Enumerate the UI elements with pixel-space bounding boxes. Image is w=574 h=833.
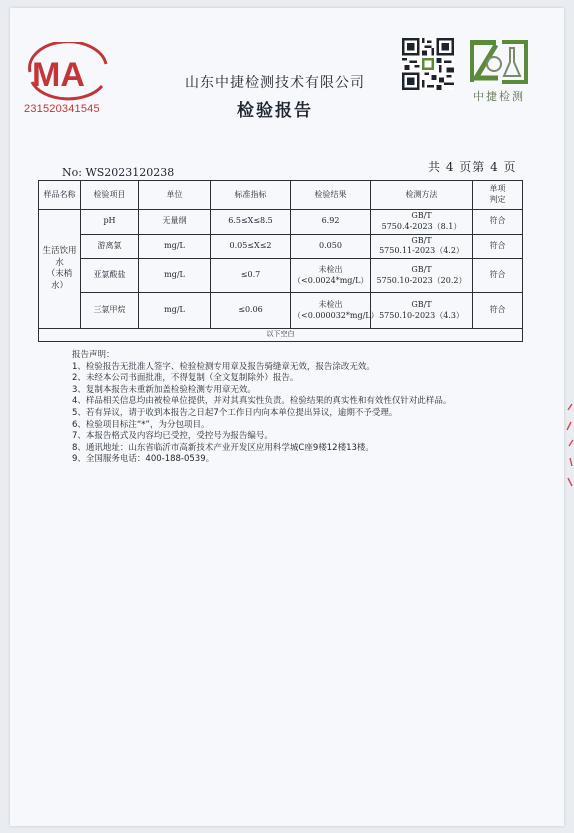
unit-cell: mg/L bbox=[139, 293, 211, 329]
standard-cell: 0.05≤X≤2 bbox=[211, 234, 291, 259]
statement-item: 6、检验项目标注“*”，为分包项目。 bbox=[72, 419, 210, 430]
statement-item: 8、通讯地址：山东省临沂市高新技术产业开发区应用科学城C座9楼12楼13楼。 bbox=[72, 442, 374, 453]
statement-title: 报告声明： bbox=[72, 350, 115, 360]
statement-item: 4、样品相关信息均由被检单位提供，并对其真实性负责。检验结果的真实性和有效性仅针对此样品。 bbox=[72, 396, 452, 407]
item-cell: 三氯甲烷 bbox=[81, 293, 139, 329]
statement-item: 2、未经本公司书面批准，不得复制（全文复制除外）报告。 bbox=[72, 373, 299, 384]
seam-stamp-edge bbox=[566, 400, 574, 500]
method-cell: GB/T 5750.11-2023（4.2） bbox=[371, 234, 473, 259]
report-statement bbox=[72, 350, 542, 466]
table-row bbox=[39, 234, 523, 259]
col-header-sample: 样品名称 bbox=[39, 181, 81, 210]
judgement-cell: 符合 bbox=[473, 259, 523, 293]
item-cell: 亚氯酸盐 bbox=[81, 259, 139, 293]
judgement-cell: 符合 bbox=[473, 210, 523, 235]
blank-note: 以下空白 bbox=[39, 329, 523, 341]
unit-cell: 无量纲 bbox=[139, 210, 211, 235]
result-cell: 0.050 bbox=[291, 234, 371, 259]
method-cell: GB/T 5750.10-2023（20.2） bbox=[371, 259, 473, 293]
unit-cell: mg/L bbox=[139, 259, 211, 293]
method-cell: GB/T 5750.10-2023（4.3） bbox=[371, 293, 473, 329]
company-name: 山东中捷检测技术有限公司 bbox=[185, 75, 365, 91]
statement-item: 5、若有异议，请于收到本报告之日起7个工作日内向本单位提出异议，逾期不予受理。 bbox=[72, 407, 398, 418]
page-indicator: 共 4 页第 4 页 bbox=[428, 160, 517, 174]
table-row bbox=[39, 210, 523, 235]
result-cell: 未检出 （<0.000032*mg/L） bbox=[291, 293, 371, 329]
table-row bbox=[39, 293, 523, 329]
table-header-row bbox=[39, 181, 523, 210]
results-table bbox=[38, 180, 523, 342]
unit-cell: mg/L bbox=[139, 234, 211, 259]
result-cell: 6.92 bbox=[291, 210, 371, 235]
statement-item: 7、本报告格式及内容均已受控，受控号为报告编号。 bbox=[72, 431, 273, 442]
standard-cell: ≤0.06 bbox=[211, 293, 291, 329]
statement-item: 9、全国服务电话：400-188-0539。 bbox=[72, 454, 215, 465]
col-header-judgement: 单项 判定 bbox=[473, 181, 523, 210]
sample-name-cell: 生活饮用水 （末梢水） bbox=[39, 210, 81, 329]
col-header-unit: 单位 bbox=[139, 181, 211, 210]
qr-code bbox=[402, 38, 454, 90]
col-header-method: 检测方法 bbox=[371, 181, 473, 210]
method-cell: GB/T 5750.4-2023（8.1） bbox=[371, 210, 473, 235]
col-header-standard: 标准指标 bbox=[211, 181, 291, 210]
item-cell: 游离氯 bbox=[81, 234, 139, 259]
statement-item: 1、检验报告无批准人签字、检验检测专用章及报告骑缝章无效，报告涂改无效。 bbox=[72, 361, 375, 372]
cma-number: 231520341545 bbox=[24, 103, 100, 115]
col-header-item: 检验项目 bbox=[81, 181, 139, 210]
statement-item: 3、复制本报告未重新加盖检验检测专用章无效。 bbox=[72, 384, 256, 395]
company-logo bbox=[468, 34, 530, 88]
cma-logo-text: MA bbox=[32, 56, 85, 94]
result-cell: 未检出 （<0.0024*mg/L） bbox=[291, 259, 371, 293]
item-cell: pH bbox=[81, 210, 139, 235]
standard-cell: ≤0.7 bbox=[211, 259, 291, 293]
report-number: No: WS2023120238 bbox=[62, 166, 175, 179]
blank-note-row bbox=[39, 329, 523, 341]
report-title: 检验报告 bbox=[237, 101, 313, 121]
col-header-result: 检验结果 bbox=[291, 181, 371, 210]
company-logo-text: 中捷检测 bbox=[473, 91, 525, 103]
standard-cell: 6.5≤X≤8.5 bbox=[211, 210, 291, 235]
judgement-cell: 符合 bbox=[473, 293, 523, 329]
table-row bbox=[39, 259, 523, 293]
judgement-cell: 符合 bbox=[473, 234, 523, 259]
cma-logo bbox=[22, 42, 112, 102]
